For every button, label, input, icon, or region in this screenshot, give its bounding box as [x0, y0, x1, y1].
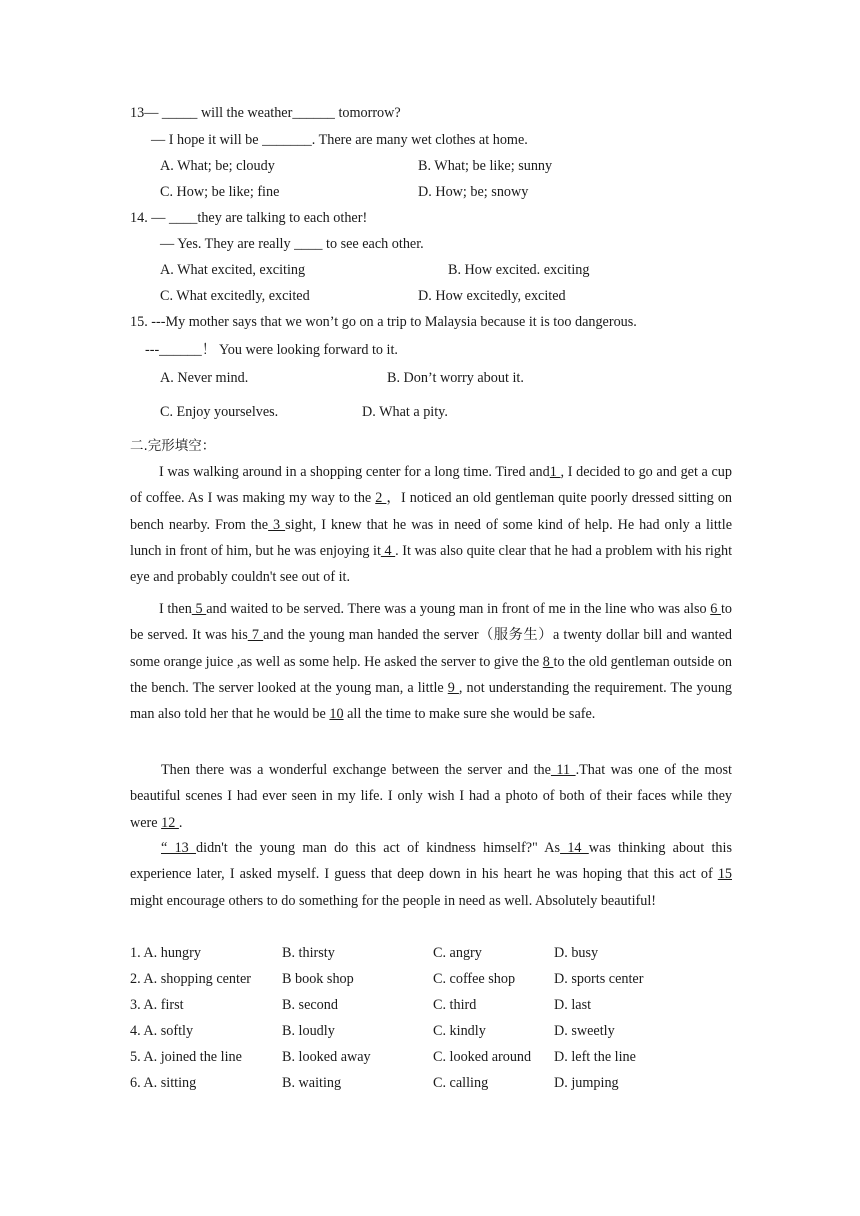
- cloze-paragraph-3: Then there was a wonderful exchange between the server and the 11 .That was one of the most beautiful scenes I had ever seen in my life. I only wish I had a photo of both of their faces while they were 12 .: [130, 762, 732, 831]
- blank-11: 11: [550, 762, 576, 778]
- cloze-option-5c: C. looked around: [433, 1049, 532, 1065]
- blank-15: 15: [717, 866, 732, 883]
- cloze-option-2c: C. coffee shop: [433, 971, 516, 987]
- blank-13: “ 13: [161, 840, 197, 856]
- blank-4: 4: [380, 542, 396, 559]
- cloze-option-6a: 6. A. sitting: [130, 1075, 197, 1091]
- cloze-option-3a: 3. A. first: [130, 997, 184, 1013]
- cloze-option-4c: C. kindly: [433, 1023, 486, 1039]
- blank-3: 3: [268, 516, 286, 533]
- question-15-option-c: C. Enjoy yourselves.: [160, 404, 279, 420]
- cloze-option-4b: B. loudly: [282, 1023, 335, 1039]
- question-15-option-a: A. Never mind.: [160, 370, 249, 386]
- blank-10: 10: [329, 706, 344, 723]
- cloze-option-4a: 4. A. softly: [130, 1023, 194, 1039]
- cloze-option-1a: 1. A. hungry: [130, 945, 201, 961]
- cloze-option-1b: B. thirsty: [282, 945, 335, 961]
- cloze-option-6c: C. calling: [433, 1075, 489, 1091]
- question-15-response: ---______！ You were looking forward to it.: [145, 342, 398, 358]
- blank-8: 8: [542, 653, 554, 670]
- question-15-stem: 15. ---My mother says that we won’t go on a trip to Malaysia because it is too dangerous.: [130, 314, 637, 330]
- cloze-option-6b: B. waiting: [282, 1075, 342, 1091]
- cloze-option-2b: B book shop: [282, 971, 354, 987]
- question-14-option-a: A. What excited, exciting: [160, 262, 306, 278]
- cloze-option-5d: D. left the line: [554, 1049, 636, 1065]
- cloze-option-5b: B. looked away: [282, 1049, 371, 1065]
- blank-6: 6: [710, 601, 721, 617]
- question-13-response: — I hope it will be _______. There are many wet clothes at home.: [151, 132, 528, 148]
- section-heading: 二.完形填空：: [130, 438, 216, 454]
- cloze-option-4d: D. sweetly: [554, 1023, 615, 1039]
- question-13-option-b: B. What; be like; sunny: [418, 158, 553, 174]
- blank-7: 7: [247, 627, 264, 644]
- question-13-option-a: A. What; be; cloudy: [160, 158, 275, 174]
- cloze-option-1c: C. angry: [433, 945, 482, 961]
- cloze-option-1d: D. busy: [554, 945, 599, 961]
- question-14-option-c: C. What excitedly, excited: [160, 288, 310, 304]
- blank-2: 2: [375, 490, 387, 507]
- cloze-paragraph-4: “ 13 didn't the young man do this act of kindness himself?" As 14 was thinking about this experience later, I asked myself. I guess that deep down in his heart he was hoping that this act of 15 might encourage others to do something for the people in need as well. Absolutely beautiful!: [130, 840, 732, 909]
- cloze-option-6d: D. jumping: [554, 1075, 619, 1091]
- cloze-option-3b: B. second: [282, 997, 338, 1013]
- blank-14: 14: [560, 840, 589, 856]
- blank-5: 5: [191, 601, 207, 617]
- cloze-option-3d: D. last: [554, 997, 592, 1013]
- cloze-option-3c: C. third: [433, 997, 477, 1013]
- cloze-option-5a: 5. A. joined the line: [130, 1049, 242, 1065]
- question-13-option-d: D. How; be; snowy: [418, 184, 529, 200]
- question-15-option-d: D. What a pity.: [362, 404, 448, 420]
- question-15-option-b: B. Don’t worry about it.: [387, 370, 524, 386]
- question-13-option-c: C. How; be like; fine: [160, 184, 280, 200]
- question-14-option-d: D. How excitedly, excited: [418, 288, 566, 304]
- cloze-paragraph-1: I was walking around in a shopping center for a long time. Tired and1 , I decided to go and get a cup of coffee. As I was making my way to the 2 ，I noticed an old gentleman quite poorly dressed sitting on bench nearby. From the 3 sight, I knew that he was in need of some kind of help. He had only a little lunch in front of him, but he was enjoying it 4 . It was also quite clear that he had a problem with his right eye and probably couldn't see out of it.: [130, 464, 733, 586]
- cloze-option-2a: 2. A. shopping center: [130, 971, 251, 987]
- blank-9: 9: [447, 679, 459, 696]
- cloze-option-2d: D. sports center: [554, 971, 644, 987]
- question-14-response: — Yes. They are really ____ to see each other.: [160, 236, 424, 252]
- question-13-stem: 13— _____ will the weather______ tomorrow?: [130, 105, 401, 121]
- cloze-paragraph-2: I then 5 and waited to be served. There was a young man in front of me in the line who was also 6 to be served. It was his 7 and the young man handed the server（服务生）a twenty dollar bill and wanted some orange juice ,as well as some help. He asked the server to give the 8 to the old gentleman outside on the bench. The server looked at the young man, a little 9 , not understanding the requirement. The young man also told her that he would be 10 all the time to make sure she would be safe.: [130, 601, 733, 723]
- question-14-option-b: B. How excited. exciting: [448, 262, 590, 278]
- blank-12: 12: [161, 814, 179, 831]
- question-14-stem: 14. — ____they are talking to each other!: [130, 210, 368, 226]
- blank-1: 1: [549, 464, 561, 480]
